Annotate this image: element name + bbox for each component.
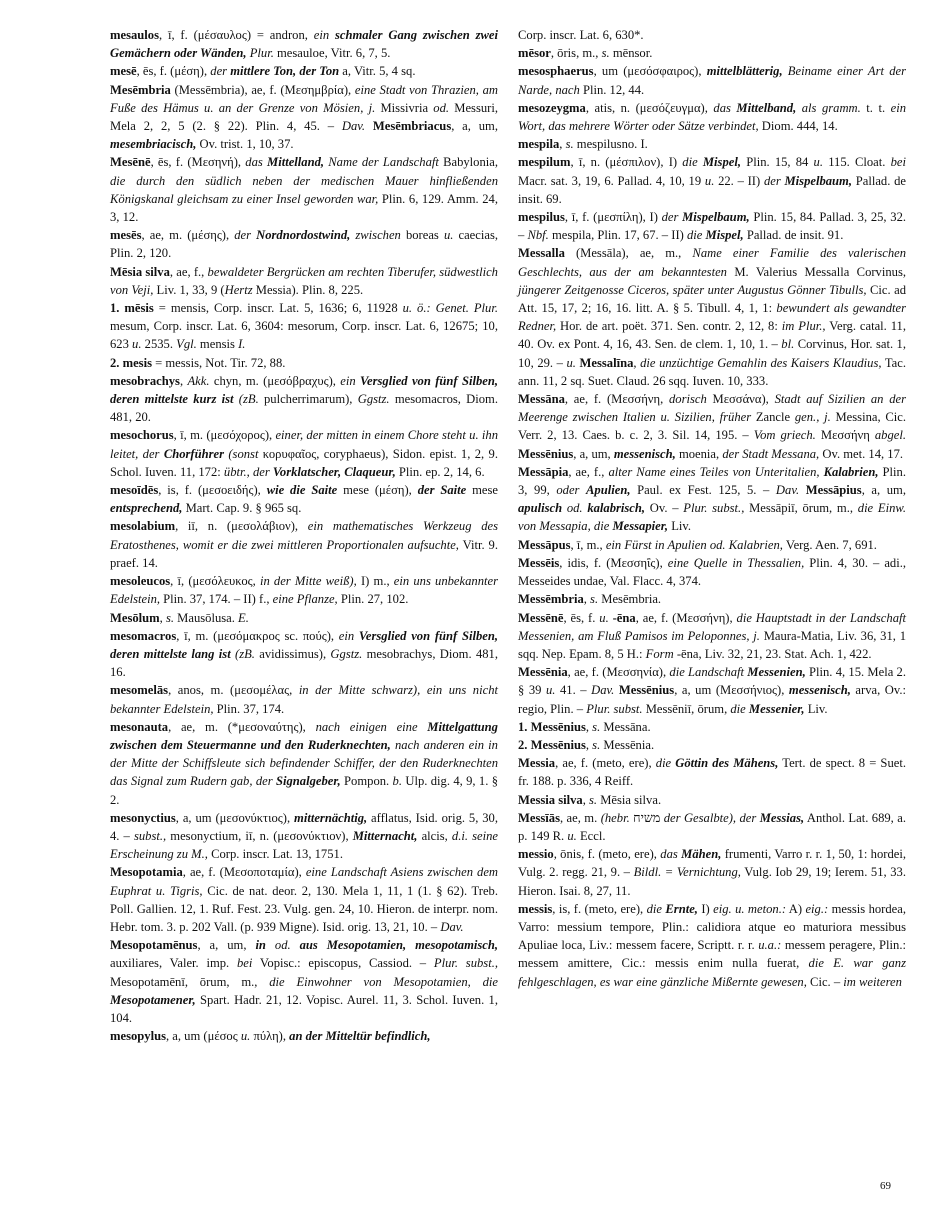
dictionary-entry: mēsor, ōris, m., s. mēnsor.	[518, 46, 653, 61]
dictionary-entry: Messēnē, ēs, f. u. -ēna, ae, f. (Μεσσήνη), die Hauptstadt in der Landschaft Messenien, am Fluß Pamisos im Peloponnes, j. Maura-Matia, Liv. 36, 31, 1 sqq. Nep. Epam. 8, 5 H.: Form -ēna, Liv. 32, 21, 23. Stat. Ach. 1, 422.	[518, 610, 906, 661]
dictionary-entry: Messalla (Messāla), ae, m., Name einer Familie des valerischen Geschlechts, aus der am bekanntesten M. Valerius Messalla Corvinus, jüngerer Zeitgenosse Ciceros, später unter Augustus Gönner Tibulls, Cic. ad Att. 15, 17, 2; 16, 16. litt. A. § 5. Tibull. 4, 1, 1: bewundert als gewandter Redner, Hor. de art. poët. 371. Sen. contr. 2, 12, 8: im Plur., Verg. catal. 11, 40. Ov. ex Pont. 4, 16, 43. Sen. de clem. 1, 10, 1. – bl. Corvinus, Hor. sat. 1, 10, 29. – u. Messalīna, die unzüchtige Gemahlin des Kaisers Klaudius, Tac. ann. 11, 2 sq. Suet. Claud. 26 sqq. Iuven. 10, 333.	[518, 246, 907, 388]
dictionary-entry: 1. Messēnius, s. Messāna.	[518, 719, 651, 734]
dictionary-entry: Corp. inscr. Lat. 6, 630*.	[518, 28, 644, 42]
dictionary-entry: Mesōlum, s. Mausōlusa. E.	[110, 610, 249, 625]
dictionary-entry: mesopylus, a, um (μέσος u. πύλη), an der Mitteltür befindlich,	[110, 1029, 431, 1044]
dictionary-entry: Messēis, idis, f. (Μεσσηΐς), eine Quelle in Thessalien, Plin. 4, 30. – adi., Messeides undae, Val. Flacc. 4, 374.	[518, 555, 907, 589]
dictionary-entry: Mēsia silva, ae, f., bewaldeter Bergrücken am rechten Tiberufer, südwestlich von Veji, Liv. 1, 33, 9 (Hertz Messia). Plin. 8, 225.	[110, 264, 498, 297]
dictionary-entry: mesosphaerus, um (μεσόσφαιρος), mittelblätterig, Beiname einer Art der Narde, nach Plin. 12, 44.	[518, 64, 906, 97]
dictionary-entry: Messia silva, s. Mēsia silva.	[518, 792, 662, 807]
dictionary-entry: 2. mesis = messis, Not. Tir. 72, 88.	[110, 355, 286, 370]
dictionary-entry: mesoleucos, ī, (μεσόλευκος, in der Mitte weiß), I) m., ein uns unbekannter Edelstein, Plin. 37, 174. – II) f., eine Pflanze, Plin. 27, 102.	[110, 574, 498, 607]
dictionary-entry: messis, is, f. (meto, ere), die Ernte, I) eig. u. meton.: A) eig.: messis hordea, Varro: messium tempore, Plin.: calidiora atque eo maturiora messibus Apuliae loca, Liv.: messem facere, Scriptt. r. r. u.a.: messem peragere, Plin.: messem amittere, Cic.: messis enim nulla fuerat, die E. war ganz fehlgeschlagen, es war eine gänzliche Mißernte gewesen, Cic. – im weiteren	[518, 901, 907, 989]
dictionary-entry: 2. Messēnius, s. Messēnia.	[518, 737, 655, 752]
dictionary-entry: mesomelās, anos, m. (μεσομέλας, in der Mitte schwarz), ein uns nicht bekannter Edelstein, Plin. 37, 174.	[110, 683, 498, 716]
dictionary-entry: Messāpia, ae, f., alter Name eines Teiles von Unteritalien, Kalabrien, Plin. 3, 99, oder Apulien, Paul. ex Fest. 125, 5. – Dav. Messāpius, a, um, apulisch od. kalabrisch, Ov. – Plur. subst., Messāpiī, ōrum, m., die Einw. von Messapia, die Messapier, Liv.	[518, 464, 906, 534]
dictionary-entry: mesochorus, ī, m. (μεσόχορος), einer, der mitten in einem Chore steht u. ihn leitet, der Chorführer (sonst κορυφαῖος, coryphaeus), Sidon. epist. 1, 2, 9. Schol. Iuven. 11, 172: übtr., der Vorklatscher, Claqueur, Plin. ep. 2, 14, 6.	[110, 428, 498, 479]
dictionary-entry: mesē, ēs, f. (μέση), der mittlere Ton, der Ton a, Vitr. 5, 4 sq.	[110, 64, 416, 79]
dictionary-entry: mespila, s. mespilusno. I.	[518, 137, 648, 152]
dictionary-entry: Messāna, ae, f. (Μεσσήνη, dorisch Μεσσάνα), Stadt auf Sizilien an der Meerenge zwischen Italien u. Sizilien, früher Zancle gen., j. Messina, Cic. Verr. 2, 13. Caes. b. c. 2, 3. Sil. 14, 195. – Vom griech. Μεσσήνη abgel. Messēnius, a, um, messenisch, moenia, der Stadt Messana, Ov. met. 14, 17.	[518, 392, 907, 461]
dictionary-entry: Mesēmbria (Messēmbria), ae, f. (Μεσημβρία), eine Stadt von Thrazien, am Fuße des Hämus u. an der Grenze von Mösien, j. Missivria od. Messuri, Mela 2, 2, 5 (2. § 22). Plin. 4, 45. – Dav. Mesēmbriacus, a, um, mesembriacisch, Ov. trist. 1, 10, 37.	[110, 82, 498, 152]
dictionary-entry: mesobrachys, Akk. chyn, m. (μεσόβραχυς), ein Versglied von fünf Silben, deren mittelste kurz ist (zB. pulcherrimarum), Ggstz. mesomacros, Diom. 481, 20.	[110, 373, 499, 425]
dictionary-entry: mesaulos, ī, f. (μέσαυλος) = andron, ein schmaler Gang zwischen zwei Gemächern oder Wänden, Plur. mesauloe, Vitr. 6, 7, 5.	[110, 28, 498, 61]
dictionary-entry: Messāpus, ī, m., ein Fürst in Apulien od. Kalabrien, Verg. Aen. 7, 691.	[518, 537, 877, 552]
dictionary-entry: Mesēnē, ēs, f. (Μεσηνή), das Mittelland, Name der Landschaft Babylonia, die durch den südlich neben der medischen Mauer hinfließenden Königskanal gleichsam zu einer Insel geworden war, Plin. 6, 129. Amm. 24, 3, 12.	[110, 155, 499, 225]
dictionary-entry: messio, ōnis, f. (meto, ere), das Mähen, frumenti, Varro r. r. 1, 50, 1: hordei, Vulg. 2. regg. 21, 9. – Bildl. = Vernichtung, Vulg. Iob 29, 19; Ierem. 51, 33. Hieron. Isai. 8, 27, 11.	[518, 847, 906, 898]
dictionary-entry: mesolabium, iī, n. (μεσολάβιον), ein mathematisches Werkzeug des Eratosthenes, womit er die zwei mittleren Proportionalen aufsuchte, Vitr. 9. praef. 14.	[110, 519, 498, 570]
dictionary-entry: mesēs, ae, m. (μέσης), der Nordnordostwind, zwischen boreas u. caecias, Plin. 2, 120.	[110, 228, 498, 261]
dictionary-entry: mesoīdēs, is, f. (μεσοειδής), wie die Saite mese (μέση), der Saite mese entsprechend, Mart. Cap. 9. § 965 sq.	[110, 483, 499, 516]
dictionary-entry: mesozeygma, atis, n. (μεσόζευγμα), das Mittelband, als gramm. t. t. ein Wort, das mehrere Wörter oder Sätze verbindet, Diom. 444, 14.	[518, 100, 906, 134]
dictionary-entry: Messīās, ae, m. (hebr. משיח der Gesalbte), der Messias, Anthol. Lat. 689, a. p. 149 R. u. Eccl.	[518, 810, 906, 843]
left-column	[110, 26, 498, 1045]
dictionary-entry: mesonauta, ae, m. (*μεσοναύτης), nach einigen eine Mittelgattung zwischen dem Steuermanne und den Ruderknechten, nach anderen ein in der Mitte der Schiffsleute sich befindender Schiffer, der den Ruderknechten das Signal zum Rudern gab, der Signalgeber, Pompon. b. Ulp. dig. 4, 9, 1. § 2.	[110, 719, 499, 807]
dictionary-entry: mesomacros, ī, m. (μεσόμακρος sc. πούς), ein Versglied von fünf Silben, deren mittelste lang ist (zB. avidissimus), Ggstz. mesobrachys, Diom. 481, 16.	[110, 628, 498, 680]
dictionary-entry: Mesopotamēnus, a, um, in od. aus Mesopotamien, mesopotamisch, auxiliares, Valer. imp. bei Vopisc.: episcopus, Cassiod. – Plur. subst., Mesopotamēnī, ōrum, m., die Einwohner von Mesopotamien, die Mesopotamener, Spart. Hadr. 21, 12. Vopisc. Aurel. 11, 3. Schol. Iuven. 1, 104.	[110, 938, 499, 1025]
dictionary-entry: mespilum, ī, n. (μέσπιλον), I) die Mispel, Plin. 15, 84 u. 115. Cloat. bei Macr. sat. 3, 19, 6. Pallad. 4, 10, 19 u. 22. – II) der Mispelbaum, Pallad. de insit. 69.	[518, 155, 906, 206]
dictionary-entry: 1. mēsis = mensis, Corp. inscr. Lat. 5, 1636; 6, 11928 u. ö.: Genet. Plur. mesum, Corp. inscr. Lat. 6, 3604: mesorum, Corp. inscr. Lat. 6, 12675; 10, 623 u. 2535. Vgl. mensis I.	[110, 301, 499, 352]
dictionary-entry: Messēmbria, s. Mesēmbria.	[518, 592, 662, 607]
dictionary-entry: Messēnia, ae, f. (Μεσσηνία), die Landschaft Messenien, Plin. 4, 15. Mela 2. § 39 u. 41. – Dav. Messēnius, a, um (Μεσσήνιος), messenisch, arva, Ov.: regio, Plin. – Plur. subst. Messēniī, ōrum, die Messenier, Liv.	[518, 665, 906, 716]
dictionary-entry: mespilus, ī, f. (μεσπίλη), I) der Mispelbaum, Plin. 15, 84. Pallad. 3, 25, 32. – Nbf. mespila, Plin. 17, 67. – II) die Mispel, Pallad. de insit. 91.	[518, 210, 907, 243]
page-number: 69	[880, 1180, 891, 1192]
dictionary-entry: Mesopotamia, ae, f. (Μεσοποταμία), eine Landschaft Asiens zwischen dem Euphrat u. Tigris, Cic. de nat. deor. 2, 130. Mela 1, 11, 1 (1. § 62). Treb. Poll. Gallien. 12, 1. Ruf. Fest. 23. Vulg. gen. 24, 10. Hieron. de interpr. nom. Hebr. tom. 3. p. 202 Vall. (p. 939 Migne). Isid. orig. 13, 21, 10. – Dav.	[110, 865, 499, 934]
dictionary-entry: Messia, ae, f. (meto, ere), die Göttin des Mähens, Tert. de spect. 8 = Suet. fr. 188. p. 336, 4 Reiff.	[518, 756, 906, 789]
right-column	[518, 26, 906, 991]
dictionary-entry: mesonyctius, a, um (μεσονύκτιος), mitternächtig, afflatus, Isid. orig. 5, 30, 4. – subst., mesonyctium, iī, n. (μεσονύκτιον), Mitternacht, alcis, d.i. seine Erscheinung zu M., Corp. inscr. Lat. 13, 1751.	[110, 810, 498, 862]
